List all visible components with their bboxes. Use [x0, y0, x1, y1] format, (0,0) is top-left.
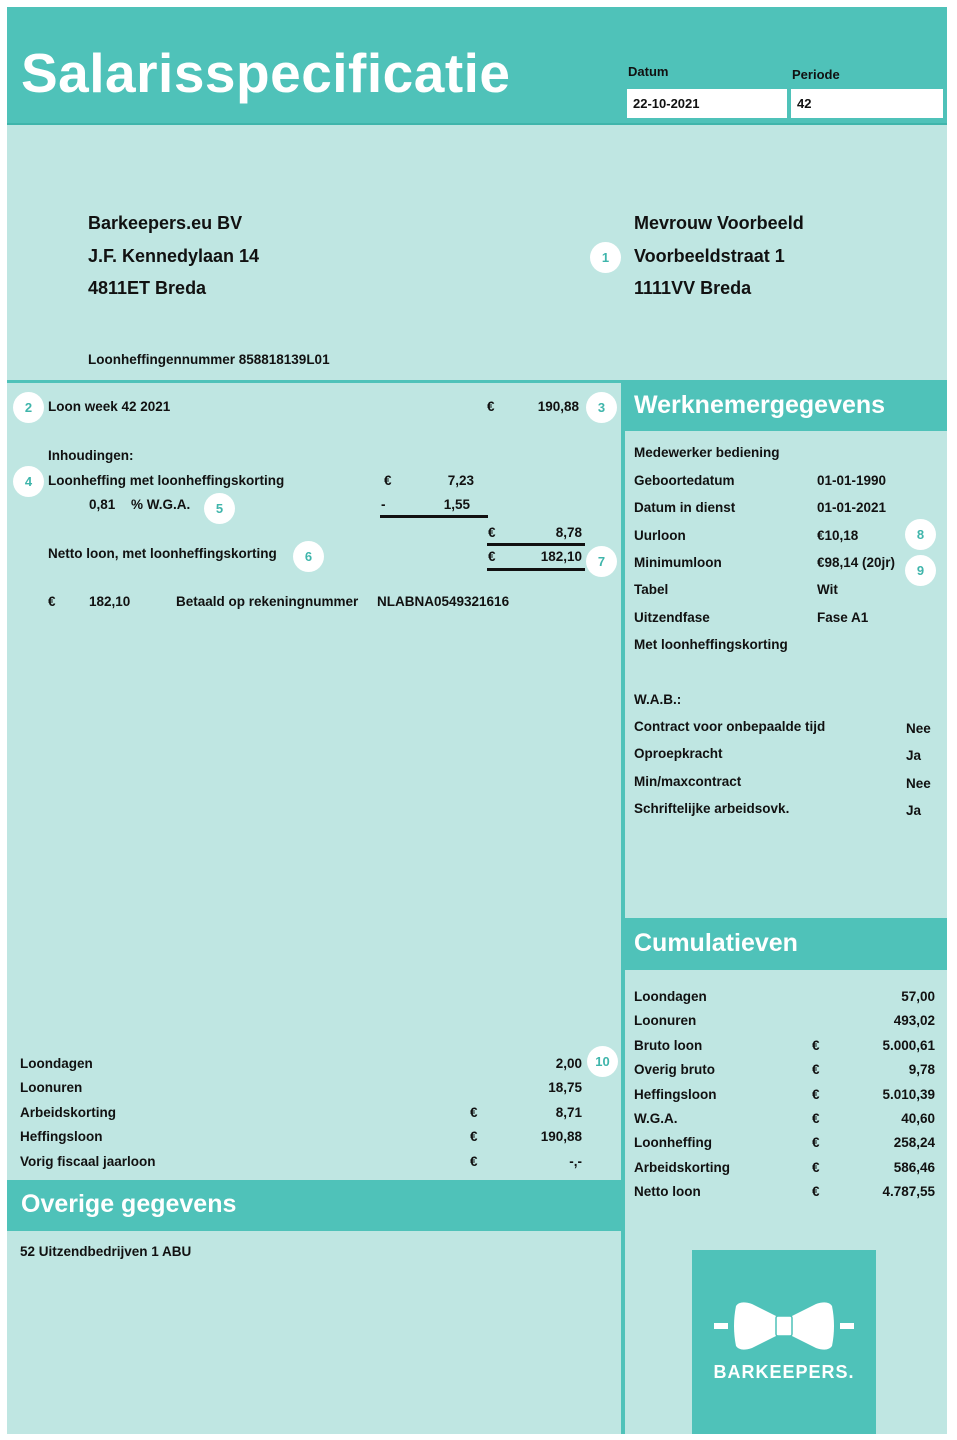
marker-10: 10: [587, 1046, 618, 1077]
payslip-page: [7, 7, 947, 1434]
period-total-label: Arbeidskorting: [20, 1104, 117, 1120]
bow-tie-icon: [692, 1250, 876, 1434]
total-rule-top: [487, 543, 585, 546]
period-total-currency: €: [470, 1104, 478, 1120]
period-total-value: 2,00: [555, 1056, 582, 1071]
korting-label: Met loonheffingskorting: [634, 637, 788, 652]
periode-label: Periode: [792, 67, 840, 82]
cumulatief-value: 40,60: [901, 1111, 935, 1126]
section-divider: [7, 380, 621, 383]
cumulatief-value: 5.010,39: [882, 1086, 935, 1102]
werknemer-row-label: Geboortedatum: [634, 473, 735, 488]
marker-5: 5: [204, 493, 235, 524]
cumulatief-currency: €: [812, 1135, 820, 1151]
barkeepers-logo: [692, 1250, 876, 1434]
datum-field: 22-10-2021: [627, 89, 787, 118]
cumulatief-currency: €: [812, 1159, 820, 1175]
page-title: Salarisspecificatie: [21, 42, 511, 104]
netto-value: 182,10: [540, 549, 582, 564]
loonheffing-currency: €: [384, 473, 392, 488]
wga-label: % W.G.A.: [131, 497, 191, 512]
overige-title: Overige gegevens: [21, 1190, 237, 1218]
employer-street: J.F. Kennedylaan 14: [88, 246, 260, 266]
cumulatief-currency: €: [812, 1184, 820, 1200]
employee-city: 1111VV Breda: [634, 278, 752, 298]
wab-row-label: Schriftelijke arbeidsovk.: [634, 800, 790, 816]
netto-currency: €: [488, 549, 496, 564]
iban: NLABNA0549321616: [377, 594, 510, 609]
cumulatief-label: Overig bruto: [634, 1062, 716, 1078]
cumulatief-currency: €: [812, 1062, 820, 1078]
period-total-value: 18,75: [548, 1080, 582, 1096]
cumulatief-label: Loonheffing: [634, 1135, 712, 1151]
marker-9: 9: [905, 555, 936, 586]
period-total-label: Heffingsloon: [20, 1129, 103, 1145]
loon-value: 190,88: [537, 399, 579, 414]
period-total-value: 8,71: [555, 1104, 582, 1120]
wab-row-label: Contract voor onbepaalde tijd: [634, 719, 826, 734]
wab-row-value: Nee: [906, 775, 931, 791]
marker-4: 4: [13, 466, 44, 497]
cumulatief-label: Netto loon: [634, 1184, 701, 1200]
loon-label: Loon week 42 2021: [48, 399, 171, 414]
period-total-label: Loondagen: [20, 1056, 93, 1071]
wab-row-value: Ja: [906, 748, 922, 764]
werknemer-row-value: €98,14 (20jr): [817, 554, 896, 570]
werknemer-row-label: Datum in dienst: [634, 500, 736, 516]
wga-value: 1,55: [443, 497, 470, 512]
cumulatief-label: Bruto loon: [634, 1037, 703, 1053]
employee-street: Voorbeeldstraat 1: [634, 246, 785, 266]
period-total-label: Vorig fiscaal jaarloon: [20, 1153, 156, 1169]
cumulatieven-header: [621, 918, 947, 970]
werknemer-row-value: Fase A1: [817, 609, 869, 625]
wab-row-label: Min/maxcontract: [634, 773, 742, 789]
marker-7: 7: [586, 546, 617, 577]
marker-2: 2: [13, 392, 44, 423]
werknemer-row-label: Tabel: [634, 582, 669, 598]
werknemer-row-value: Wit: [817, 582, 838, 598]
cumulatief-label: Arbeidskorting: [634, 1159, 731, 1175]
paid-currency: €: [48, 594, 56, 609]
werknemer-row-label: Uurloon: [634, 527, 686, 543]
subtotal-currency: €: [488, 525, 496, 540]
cumulatief-value: 5.000,61: [882, 1037, 935, 1053]
inhoudingen-label: Inhoudingen:: [48, 448, 134, 463]
wga-percentage: 0,81: [89, 497, 116, 512]
subtotal-value: 8,78: [555, 525, 582, 540]
werknemer-title: Werknemergegevens: [634, 391, 886, 419]
paid-label: Betaald op rekeningnummer: [176, 594, 359, 609]
wab-row-value: Ja: [906, 802, 922, 818]
column-divider: [621, 380, 625, 1434]
werknemer-row-label: Minimumloon: [634, 554, 722, 570]
marker-8: 8: [905, 519, 936, 550]
cumulatief-currency: €: [812, 1086, 820, 1102]
netto-label: Netto loon, met loonheffingskorting: [48, 546, 277, 561]
wab-label: W.A.B.:: [634, 692, 682, 707]
header-band: [7, 7, 947, 125]
marker-1: 1: [590, 242, 621, 273]
overige-text: 52 Uitzendbedrijven 1 ABU: [20, 1244, 192, 1259]
subtotal-rule: [380, 515, 488, 518]
cumulatief-value: 4.787,55: [882, 1184, 935, 1200]
cumulatief-value: 258,24: [893, 1135, 935, 1151]
employee-name: Mevrouw Voorbeeld: [634, 213, 804, 233]
wga-sign: -: [381, 497, 386, 512]
employer-name: Barkeepers.eu BV: [88, 213, 243, 233]
werknemer-row-value: 01-01-2021: [817, 500, 887, 516]
werknemer-row-value: €10,18: [817, 527, 859, 543]
werknemer-function: Medewerker bediening: [634, 445, 780, 460]
paid-value: 182,10: [89, 594, 131, 609]
cumulatief-label: W.G.A.: [634, 1111, 678, 1126]
cumulatief-currency: €: [812, 1037, 820, 1053]
total-rule-bottom: [487, 568, 585, 571]
loonheffing-label: Loonheffing met loonheffingskorting: [48, 473, 285, 488]
cumulatief-value: 493,02: [893, 1013, 935, 1029]
periode-field: 42: [791, 89, 943, 118]
loonheffingennummer: Loonheffingennummer 858818139L01: [88, 352, 330, 367]
wab-row-label: Oproepkracht: [634, 746, 723, 762]
wab-row-value: Nee: [906, 721, 931, 736]
period-total-label: Loonuren: [20, 1080, 83, 1096]
period-total-value: -,-: [569, 1153, 582, 1169]
werknemer-header: [621, 380, 947, 431]
cumulatieven-title: Cumulatieven: [634, 929, 798, 957]
loonheffing-value: 7,23: [447, 473, 474, 488]
cumulatief-label: Loondagen: [634, 989, 707, 1004]
werknemer-row-label: Uitzendfase: [634, 609, 710, 625]
cumulatief-label: Heffingsloon: [634, 1086, 717, 1102]
cumulatief-value: 57,00: [901, 989, 935, 1004]
cumulatief-value: 586,46: [893, 1159, 935, 1175]
werknemer-row-value: 01-01-1990: [817, 473, 887, 488]
datum-label: Datum: [628, 64, 669, 79]
cumulatief-currency: €: [812, 1111, 820, 1126]
cumulatief-value: 9,78: [908, 1062, 935, 1078]
period-total-currency: €: [470, 1129, 478, 1145]
cumulatief-label: Loonuren: [634, 1013, 697, 1029]
employer-city: 4811ET Breda: [88, 278, 207, 298]
period-total-value: 190,88: [540, 1129, 582, 1145]
marker-3: 3: [586, 392, 617, 423]
logo-text: BARKEEPERS.: [713, 1362, 855, 1382]
marker-6: 6: [293, 541, 324, 572]
overige-header: [7, 1180, 621, 1231]
loon-currency: €: [487, 399, 495, 414]
period-total-currency: €: [470, 1153, 478, 1169]
